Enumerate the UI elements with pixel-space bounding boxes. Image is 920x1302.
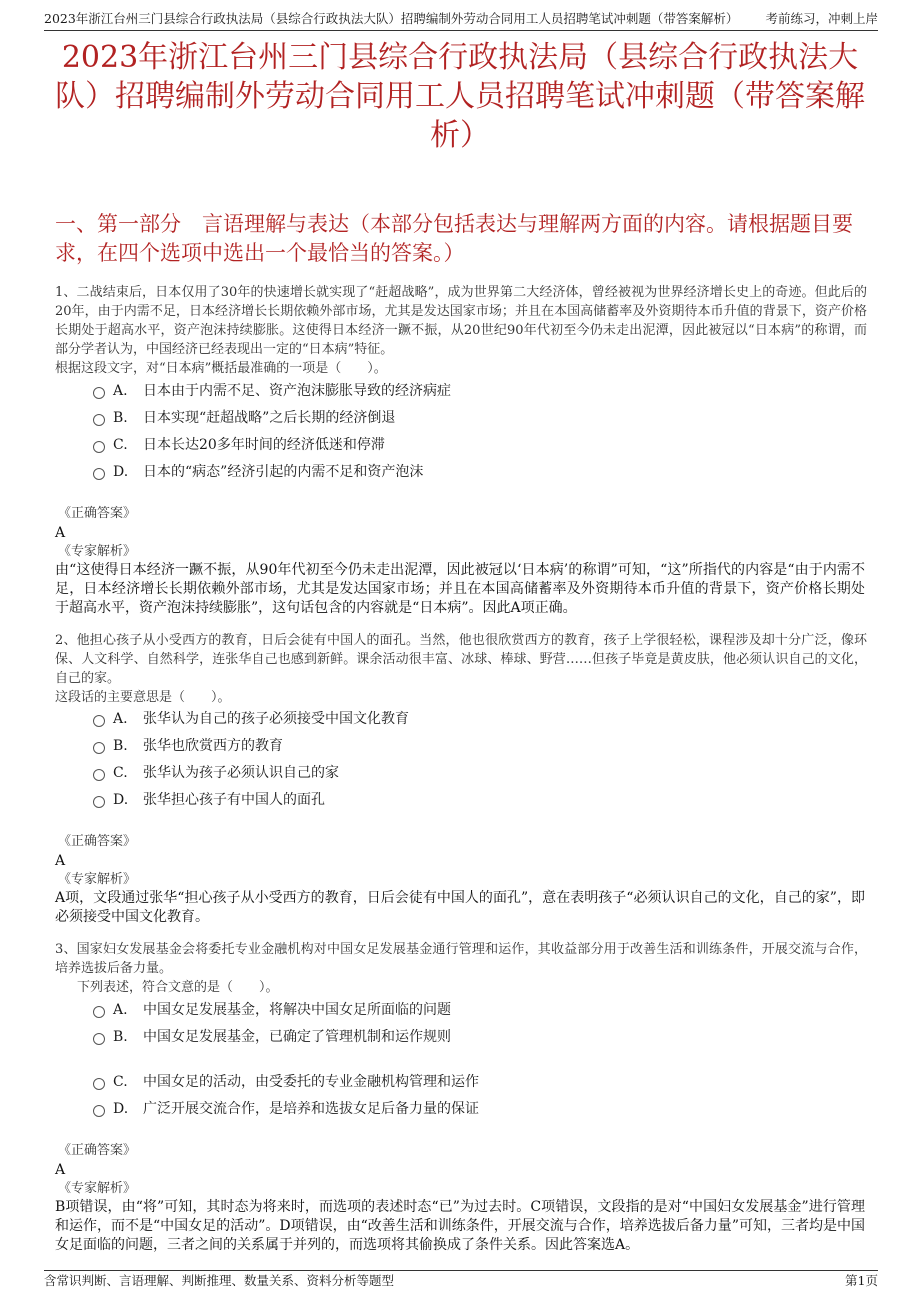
radio-button[interactable] [93,468,105,480]
section-title: 一、第一部分 言语理解与表达（本部分包括表达与理解两方面的内容。请根据题目要求，在四个选项中选出一个最恰当的答案。） [55,212,853,265]
header-doc-title: 2023年浙江台州三门县综合行政执法局（县综合行政执法大队）招聘编制外劳动合同用工人员招聘笔试冲刺题（带答案解析） [44,11,739,26]
radio-button[interactable] [93,796,105,808]
analysis-text: A项，文段通过张华“担心孩子从小受西方的教育，日后会徒有中国人的面孔”，意在表明孩子“必须认识自己的文化，自己的家”，即必须接受中国文化教育。 [55,890,865,925]
question-2 [55,631,867,707]
option-d[interactable]: D. 广泛开展交流合作，是培养和选拔女足后备力量的保证 [93,1098,479,1120]
question-1 [55,283,867,378]
analysis-text: 由“这使得日本经济一蹶不振，从90年代初至今仍未走出泥潭，因此被冠以‘日本病’的称谓”可知，“这”所指代的内容是“由于内需不足，日本经济增长长期依赖外部市场，尤其是发达国家市场；并且在本国高储蓄率及外资期待本币升值的背景下，资产价格长期处于超高水平，资产泡沫持续膨胀”，这句话包含的内容就是“日本病”。因此A项正确。 [55,562,865,616]
page-number: 第1页 [845,1273,878,1288]
analysis-label: 《专家解析》 [58,1181,137,1196]
answer-label: 《正确答案》 [58,834,137,849]
radio-button[interactable] [93,1033,105,1045]
radio-button[interactable] [93,769,105,781]
analysis-label: 《专家解析》 [58,872,137,887]
question-prompt: 根据这段文字，对“日本病”概括最准确的一项是（ ）。 [55,361,387,376]
option-d[interactable]: D. 张华担心孩子有中国人的面孔 [93,789,325,811]
header-slogan: 考前练习，冲刺上岸 [765,11,878,26]
question-prompt: 下列表述，符合文意的是（ ）。 [77,980,279,995]
radio-button[interactable] [93,414,105,426]
option-a[interactable]: A. 张华认为自己的孩子必须接受中国文化教育 [93,708,409,730]
radio-button[interactable] [93,1078,105,1090]
question-stem: 1、二战结束后，日本仅用了30年的快速增长就实现了“赶超战略”，成为世界第二大经济体，曾经被视为世界经济增长史上的奇迹。但此后的20年，由于内需不足，日本经济增长长期依赖外部市场，尤其是发达国家市场；并且在本国高储蓄率及外资期待本币升值的背景下，资产价格长期处于超高水平，资产泡沫持续膨胀。这使得日本经济一蹶不振，从20世纪90年代初至今仍未走出泥潭，因此被冠以“日本病”的称谓，而部分学者认为，中国经济已经表现出一定的“日本病”特征。 [55,285,867,357]
answer-value: A [55,1162,66,1178]
option-a[interactable]: A. 中国女足发展基金，将解决中国女足所面临的问题 [93,999,451,1021]
answer-value: A [55,853,66,869]
option-b[interactable]: B. 中国女足发展基金，已确定了管理机制和运作规则 [93,1026,451,1048]
radio-button[interactable] [93,387,105,399]
option-c[interactable]: C. 日本长达20多年时间的经济低迷和停滞 [93,434,385,456]
question-stem: 3、国家妇女发展基金会将委托专业金融机构对中国女足发展基金通行管理和运作，其收益部分用于改善生活和训练条件，开展交流与合作，培养选拔后备力量。 [55,942,867,976]
answer-label: 《正确答案》 [58,506,137,521]
option-b[interactable]: B. 日本实现“赶超战略”之后长期的经济倒退 [93,407,395,429]
radio-button[interactable] [93,1105,105,1117]
footer-topics: 含常识判断、言语理解、判断推理、数量关系、资料分析等题型 [44,1273,395,1288]
option-a[interactable]: A. 日本由于内需不足、资产泡沫膨胀导致的经济病症 [93,380,451,402]
analysis-label: 《专家解析》 [58,544,137,559]
option-c[interactable]: C. 中国女足的活动，由受委托的专业金融机构管理和运作 [93,1071,479,1093]
question-stem: 2、他担心孩子从小受西方的教育，日后会徒有中国人的面孔。当然，他也很欣赏西方的教育，孩子上学很轻松，课程涉及却十分广泛，像环保、人文科学、自然科学，连张华自己也感到新鲜。课余活动很丰富、冰球、棒球、野营……但孩子毕竟是黄皮肤，他必须认识自己的文化，自己的家。 [55,633,867,686]
question-3 [55,940,867,997]
page-footer [44,1270,878,1291]
radio-button[interactable] [93,441,105,453]
option-c[interactable]: C. 张华认为孩子必须认识自己的家 [93,762,339,784]
answer-label: 《正确答案》 [58,1143,137,1158]
option-d[interactable]: D. 日本的“病态”经济引起的内需不足和资产泡沫 [93,461,423,483]
page-header [44,8,878,31]
analysis-text: B项错误，由“将”可知，其时态为将来时，而选项的表述时态“已”为过去时。C项错误，文段指的是对“中国妇女发展基金”进行管理和运作，而不是“中国女足的活动”。D项错误，由“改善生活和训练条件，开展交流与合作，培养选拔后备力量”可知，三者均是中国女足面临的问题，三者之间的关系属于并列的，而选项将其偷换成了条件关系。因此答案选A。 [55,1199,865,1253]
radio-button[interactable] [93,742,105,754]
radio-button[interactable] [93,1006,105,1018]
question-prompt: 这段话的主要意思是（ ）。 [55,690,231,705]
document-title: 2023年浙江台州三门县综合行政执法局（县综合行政执法大队）招聘编制外劳动合同用工人员招聘笔试冲刺题（带答案解析） [55,40,865,153]
radio-button[interactable] [93,715,105,727]
answer-value: A [55,525,66,541]
option-b[interactable]: B. 张华也欣赏西方的教育 [93,735,283,757]
